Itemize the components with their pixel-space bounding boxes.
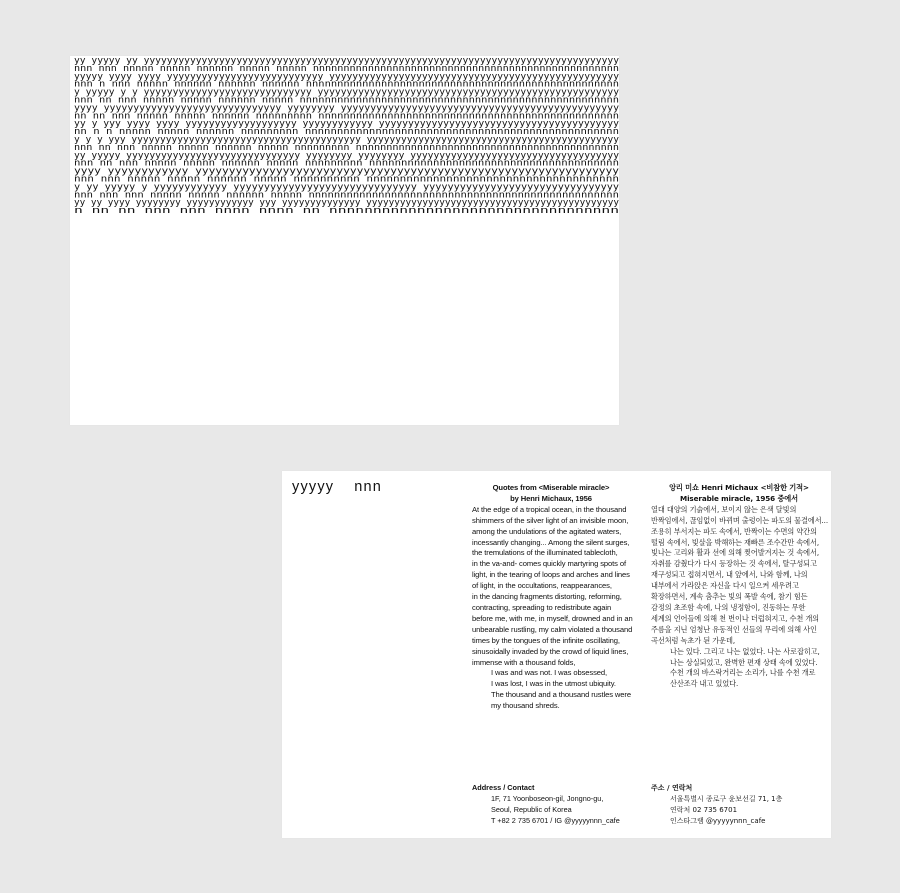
pattern-row: n nn nn nnn nnn nnnn nnnn nn nnnnnnnnnnnnnnnnnnnnnnnnnnnnnnnnn <box>74 205 619 216</box>
korean-body-line: 주름을 지닌 엄청난 유동적인 선들의 무리에 의해 사인 <box>651 624 817 634</box>
pattern-row: yyyyy yyyy yyyy yyyyyyyyyyyyyyyyyyyyyyyyyyy yyyyyyyyyyyyyyyyyyyyyyyyyyyyyyyyyyyyyyyyyyyyyyyyyy <box>74 70 619 81</box>
korean-body-line: 열대 대양의 기슭에서, 보이지 않는 은색 달빛의 <box>651 504 797 514</box>
korean-heading-line2: Miserable miracle, 1956 중에서 <box>680 493 798 503</box>
contact-korean-line: 서울특별시 종로구 윤보선길 71, 1층 <box>670 794 783 803</box>
pattern-row: y y y yyy yyyyyyyyyyyyyyyyyyyyyyyyyyyyyyyyyyyyyyyy yyyyyyyyyyyyyyyyyyyyyyyyyyyyyyyyyyyyyyyyyyyy <box>74 134 619 144</box>
pattern-row: nn nn nnn nnnnn nnnnn nnnnnn nnnnnnnnn nnnnnnnnnnnnnnnnnnnnnnnnnnnnnnnnnnnnnnnnnnnnnnnn <box>74 110 619 121</box>
english-stanza-line: The thousand and a thousand rustles were <box>491 690 631 700</box>
contact-korean-line: 연락처 02 735 6701 <box>670 805 738 814</box>
korean-body-line: 떨림 속에서, 빛살을 박해하는 재빠른 조수간만 속에서, <box>651 537 820 547</box>
english-body <box>472 505 640 669</box>
typographic-pattern <box>70 56 619 226</box>
korean-stanza-line: 나는 있다. 그리고 나는 없었다. 나는 사로잡히고, <box>670 646 820 656</box>
korean-body-line: 조용히 부서지는 파도 속에서, 반짝이는 수면의 약간의 <box>651 526 817 536</box>
korean-body-line: 감정의 초조함 속에, 나의 냉정함이, 진동하는 무한 <box>651 602 806 612</box>
contact-english-line: Seoul, Republic of Korea <box>491 804 572 814</box>
english-heading-line1: Quotes from <Miserable miracle> <box>492 483 610 492</box>
card-front <box>70 56 619 425</box>
english-stanza-line: I was and was not. I was obsessed, <box>491 668 608 678</box>
logo-right: nnn <box>354 479 383 495</box>
pattern-row: yy yy yyyy yyyyyyyy yyyyyyyyyyyy yyy yyyyyyyyyyyyyy yyyyyyyyyyyyyyyyyyyyyyyyyyyyyyyyyyyyyyyyyyyyy <box>74 197 619 208</box>
korean-body <box>651 505 827 647</box>
contact-english-label: Address / Contact <box>472 783 535 792</box>
contact-korean-label: 주소 / 연락처 <box>651 784 693 792</box>
korean-heading-line1: 앙리 미쇼 Henri Michaux <비참한 기적> <box>669 483 809 492</box>
english-indented-stanza <box>472 668 640 712</box>
korean-body-line: 재구성되고 접혀지면서, 내 앞에서, 나와 함께, 나의 <box>651 570 808 580</box>
korean-body-line: 곡선처럼 녹초가 된 가운데, <box>651 635 736 645</box>
korean-indented-stanza <box>651 647 827 691</box>
korean-stanza-line: 산산조각 내고 있었다. <box>670 679 739 689</box>
english-body-line: At the edge of a tropical ocean, in the thousand <box>472 504 627 514</box>
korean-body-line: 빛나는 고리와 활과 선에 의해 찢어발겨지는 것 속에서, <box>651 548 820 558</box>
korean-body-line: 세계의 언어들에 의해 천 번이나 더럽혀지고, 수천 개의 <box>651 613 820 623</box>
pattern-row: nnn nnn nnnnn nnnnn nnnnnn nnnnn nnnnnnnnnn nnnnnnnnnnnnnnnnnnnnnnnnnnnnnnnnnnnnnn <box>74 173 619 184</box>
korean-body-line: 자취를 감췄다가 다시 등장하는 것 속에서, 탈구성되고 <box>651 559 817 569</box>
pattern-row: nnn n nnn nnnnn nnnnnn nnnnnn nnnnnn nnnnnnnnnnnnnnnnnnnnnnnnnnnnnnnnnnnnnnnnnnnnnnnnnn <box>74 78 619 89</box>
korean-body-line: 내부에서 가라앉은 자신을 다시 일으켜 세우려고 <box>651 581 799 591</box>
pattern-row: yy yyyyy yy yyyyyyyyyyyyyyyyyyyyyyyyyyyyyyyyyyyyyyyyyyyyyyyyyyyyyyyyyyyyyyyyyyyyyyyyyyyyyyyyyy <box>74 56 619 65</box>
contact-english-line: 1F, 71 Yoonboseon-gil, Jongno-gu, <box>491 793 604 803</box>
pattern-row: yyyy yyyyyyyyyyyy yyyyyyyyyyyyyyyyyyyyyyyyyyyyyyyyyyyyyyyyyyyyyyyyyyyyyyyyyyyyyyy <box>74 165 619 176</box>
english-body-line: light, in the tearing of loops and arches and lines <box>472 570 630 580</box>
english-body-line: among the undulations of the agitated waters, <box>472 526 622 536</box>
english-body-line: shimmers of the silver light of an invisible moon, <box>472 515 629 525</box>
pattern-row: nnn nnn nnnnn nnnnn nnnnnn nnnnn nnnnn nnnnnnnnnnnnnnnnnnnnnnnnnnnnnnnnnnnnnnnnnnnnnnnnnn <box>74 62 619 73</box>
english-body-line: times by the tongues of the infinite oscillating, <box>472 635 620 645</box>
pattern-row: yy yyyyy yyyyyyyyyyyyyyyyyyyyyyyyyyyyyy yyyyyyyy yyyyyyyy yyyyyyyyyyyyyyyyyyyyyyyyyyyyyyyyyyyy <box>74 149 619 160</box>
pattern-row: nnn nnn nnn nnnnn nnnnn nnnnnn nnnnn nnnnnnnnnnnnnnnnnnnnnnnnnnnnnnnnnnnnnnnnnnnnnnnnn <box>74 189 619 200</box>
pattern-row: nn n n nnnnn nnnnn nnnnnn nnnnnnnnn nnnnnnnnnnnnnnnnnnnnnnnnnnnnnnnnnnnnnnnnnnnnnnnnn <box>74 126 619 137</box>
english-body-line: incessantly changing... Among the silent surges, <box>472 537 630 547</box>
english-body-line: of light, in the occultations, reappearances, <box>472 581 612 591</box>
contact-korean-line: 인스타그램 @yyyyynnn_cafe <box>670 816 766 825</box>
pattern-row: yy y yyy yyyy yyyy yyyyyyyyyyyyyyyyyyy yyyyyyyyyyyy yyyyyyyyyyyyyyyyyyyyyyyyyyyyyyyyyyyyyyyyy <box>74 118 619 129</box>
english-heading-line2: by Henri Michaux, 1956 <box>510 493 592 503</box>
english-body-line: in the dancing fragments distorting, reforming, <box>472 592 622 602</box>
contact-english-line: T +82 2 735 6701 / IG @yyyyynnn_cafe <box>491 815 620 825</box>
korean-body-line: 확장하면서, 계속 춤추는 빛의 폭발 속에, 참기 힘든 <box>651 592 808 602</box>
korean-quote-column <box>651 483 827 690</box>
korean-stanza-line: 나는 상실되었고, 완벽한 편재 상태 속에 있었다. <box>670 657 818 667</box>
pattern-row: nnn nn nnn nnnnn nnnnn nnnnnn nnnnn nnnnnnnnnnnnnnnnnnnnnnnnnnnnnnnnnnnnnnnnnnnnnnnnnnn <box>74 94 619 105</box>
logo-wordmark <box>292 479 382 495</box>
english-body-line: before me, with me, in myself, drowned and in an <box>472 613 633 623</box>
english-body-line: unbearable rustling, my calm violated a thousand <box>472 624 633 634</box>
contact-english <box>472 783 620 827</box>
pattern-row: nnn nn nnn nnnnn nnnnn nnnnnn nnnnn nnnnnnnnn nnnnnnnnnnnnnnnnnnnnnnnnnnnnnnnnnnnnnnnnnnn <box>74 141 619 152</box>
english-body-line: sinusoidally invaded by the crowd of liquid lines, <box>472 646 629 656</box>
card-back <box>282 471 831 838</box>
english-body-line: in the va-and- comes quickly martyring spots of <box>472 559 626 569</box>
english-body-line: the tremulations of the illuminated tablecloth, <box>472 548 618 558</box>
pattern-row: y yy yyyyy y yyyyyyyyyyyy yyyyyyyyyyyyyyyyyyyyyyyyyyyyyy yyyyyyyyyyyyyyyyyyyyyyyyyyyyyyyy <box>74 181 619 192</box>
english-stanza-line: my thousand shreds. <box>491 701 560 711</box>
korean-stanza-line: 수천 개의 바스락거리는 소리가, 나를 수천 개로 <box>670 668 816 678</box>
english-quote-column <box>472 483 640 712</box>
pattern-row: nnn nn nnn nnnnn nnnnn nnnnnn nnnnn nnnnnnnnn nnnnnnnnnnnnnnnnnnnnnnnnnnnnnnnnnnnnnnn <box>74 157 619 168</box>
pattern-row: yyyy yyyyyyyyyyyyyyyyyyyyyyyyyyyyyy yyyyyyyy yyyyyyyyyyyyyyyyyyyyyyyyyyyyyyyyyyyyyyyyyyyyyyy <box>74 102 619 113</box>
english-stanza-line: I was lost, I was in the utmost ubiquity. <box>491 679 616 689</box>
pattern-row: y yyyyy y y yyyyyyyyyyyyyyyyyyyyyyyyyyyyy yyyyyyyyyyyyyyyyyyyyyyyyyyyyyyyyyyyyyyyyyyyyyyyyyyyy <box>74 86 619 97</box>
english-body-line: immense with a thousand folds, <box>472 657 576 667</box>
english-body-line: contracting, spreading to redistribute again <box>472 602 612 612</box>
contact-korean <box>651 783 782 827</box>
korean-body-line: 반짝임에서, 끊임없이 바뀌며 출렁이는 파도의 물결에서... <box>651 515 829 525</box>
logo-left: yyyyy <box>292 479 335 495</box>
